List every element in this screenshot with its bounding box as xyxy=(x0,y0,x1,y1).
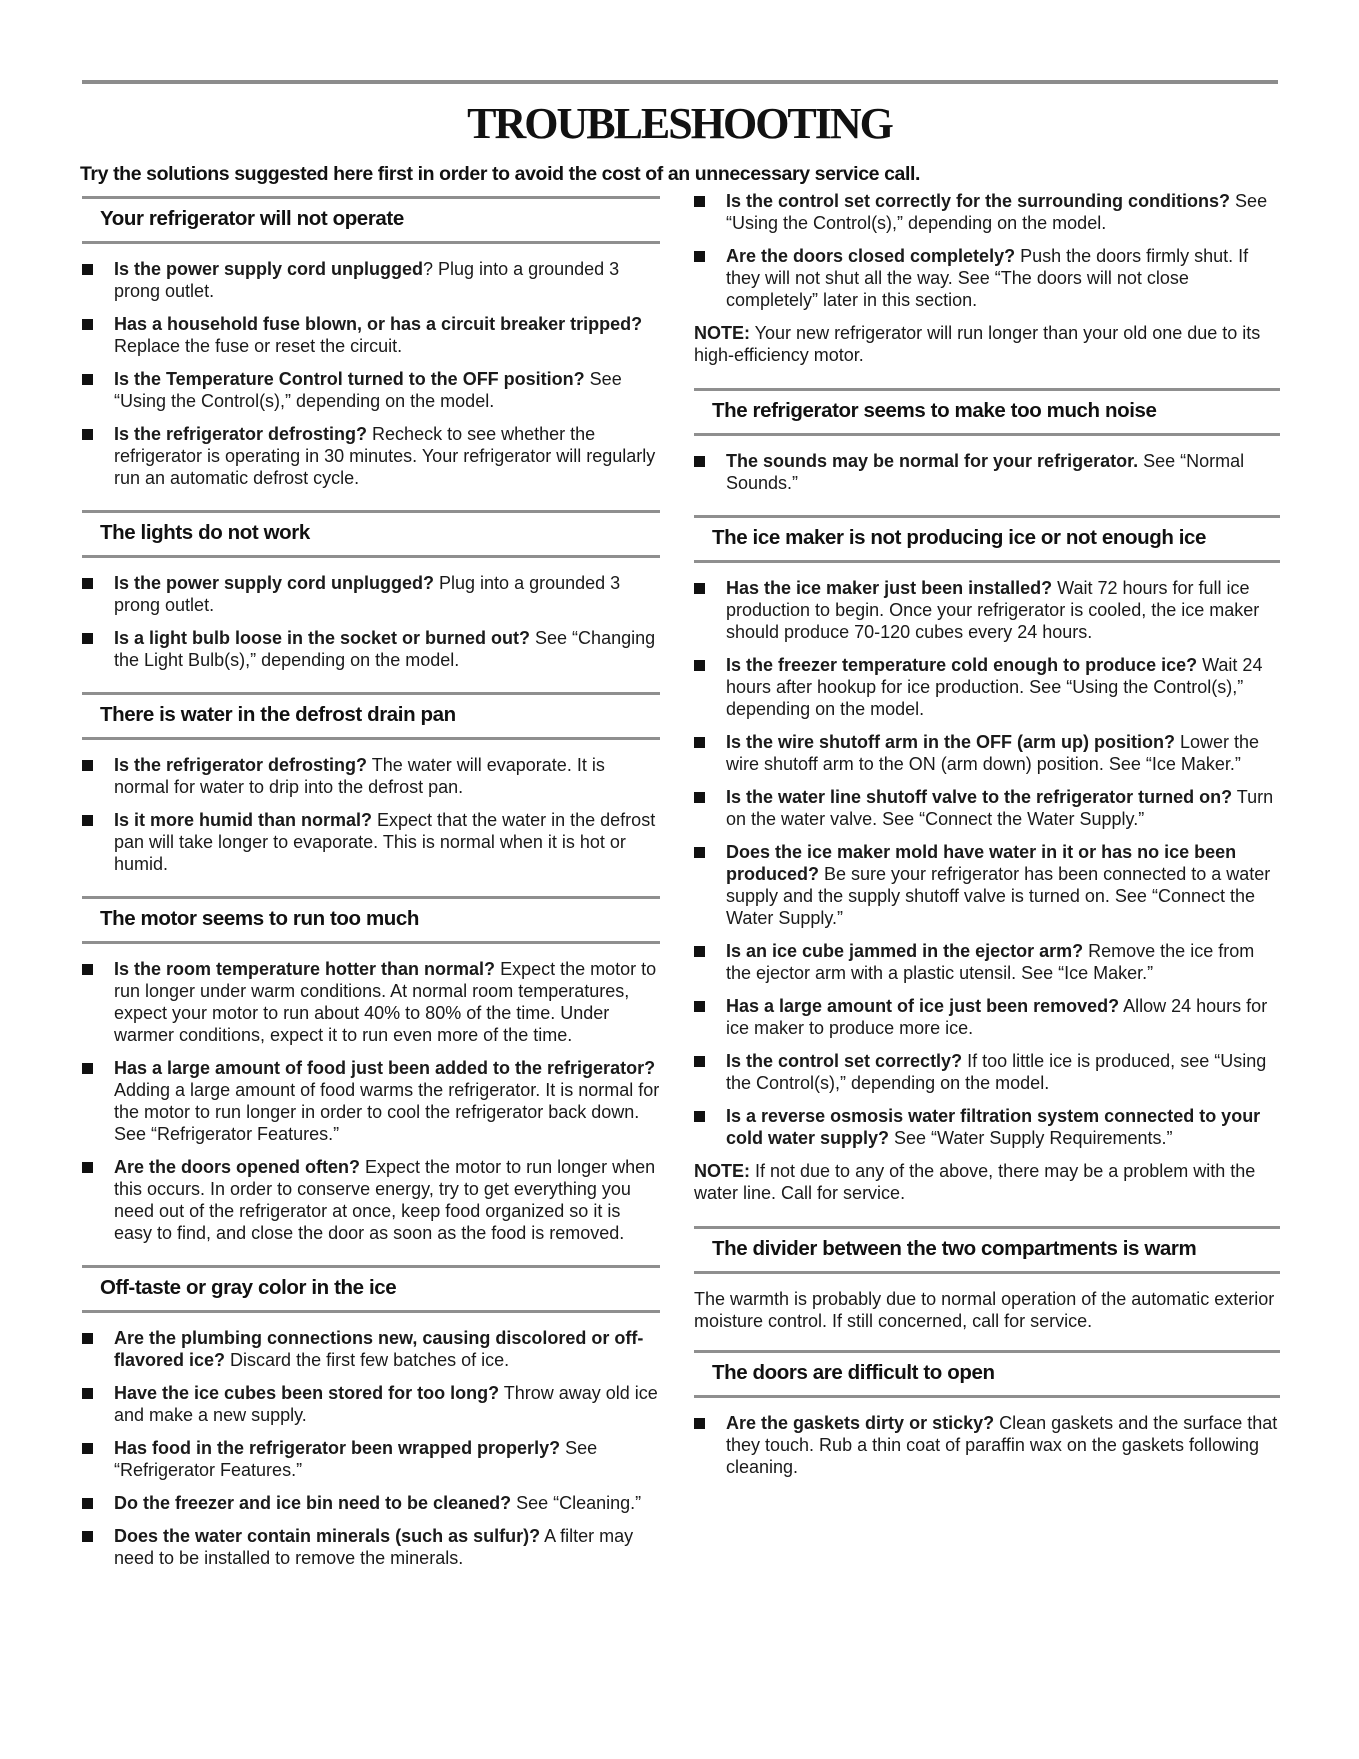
question: Is the power supply cord unplugged? xyxy=(114,573,435,593)
square-bullet-icon xyxy=(82,578,93,589)
question: Has food in the refrigerator been wrapped properly? xyxy=(114,1438,561,1458)
question: Do the freezer and ice bin need to be cleaned? xyxy=(114,1493,512,1513)
question: Are the plumbing connections new, causing discolored or off-flavored ice? xyxy=(114,1328,644,1370)
list-item xyxy=(694,450,1280,494)
answer: See “Using the Control(s),” depending on the model. xyxy=(726,191,1268,233)
section-title: The refrigerator seems to make too much noise xyxy=(712,399,1157,422)
answer: ? Plug into a grounded 3 prong outlet. xyxy=(114,259,620,301)
section-header xyxy=(694,505,1280,563)
square-bullet-icon xyxy=(694,1111,705,1122)
note-label: NOTE: xyxy=(694,323,750,343)
list-item xyxy=(82,809,660,875)
question: Is the water line shutoff valve to the refrigerator turned on? xyxy=(726,787,1233,807)
square-bullet-icon xyxy=(694,1001,705,1012)
question: Has a large amount of food just been added to the refrigerator? xyxy=(114,1058,656,1078)
square-bullet-icon xyxy=(82,1531,93,1542)
square-bullet-icon xyxy=(694,792,705,803)
item-list xyxy=(82,244,660,489)
list-item xyxy=(694,841,1280,929)
list-item xyxy=(82,958,660,1046)
answer: Plug into a grounded 3 prong outlet. xyxy=(114,573,621,615)
answer: If too little ice is produced, see “Using the Control(s),” depending on the model. xyxy=(726,1051,1267,1093)
section-title: The divider between the two compartments is warm xyxy=(712,1237,1197,1260)
item-list xyxy=(82,1313,660,1569)
item-list xyxy=(82,558,660,671)
section-title: The motor seems to run too much xyxy=(100,907,420,930)
list-item xyxy=(82,754,660,798)
square-bullet-icon xyxy=(82,429,93,440)
section-header xyxy=(694,378,1280,436)
left-column xyxy=(82,186,660,1580)
question: The sounds may be normal for your refrigerator. xyxy=(726,451,1139,471)
answer: See “Refrigerator Features.” xyxy=(114,1438,598,1480)
question: Is it more humid than normal? xyxy=(114,810,373,830)
question: Is the control set correctly for the surrounding conditions? xyxy=(726,191,1231,211)
list-item xyxy=(694,1050,1280,1094)
question: Is the wire shutoff arm in the OFF (arm up) position? xyxy=(726,732,1176,752)
list-item xyxy=(694,654,1280,720)
note-label: NOTE: xyxy=(694,1161,750,1181)
question: Is the freezer temperature cold enough to produce ice? xyxy=(726,655,1198,675)
section-title: The lights do not work xyxy=(100,521,310,544)
square-bullet-icon xyxy=(82,1388,93,1399)
list-item xyxy=(82,1437,660,1481)
list-item xyxy=(694,190,1280,234)
section-will-not-operate xyxy=(82,186,660,489)
section-header xyxy=(694,1216,1280,1274)
list-item xyxy=(694,731,1280,775)
question: Are the doors closed completely? xyxy=(726,246,1016,266)
right-column xyxy=(694,186,1280,1489)
square-bullet-icon xyxy=(694,583,705,594)
answer: Remove the ice from the ejector arm with a plastic utensil. See “Ice Maker.” xyxy=(726,941,1255,983)
list-item xyxy=(82,1327,660,1371)
square-bullet-icon xyxy=(82,1063,93,1074)
note-text: If not due to any of the above, there may be a problem with the water line. Call for service. xyxy=(694,1161,1256,1203)
square-bullet-icon xyxy=(694,251,705,262)
section-header xyxy=(82,186,660,244)
list-item xyxy=(82,423,660,489)
answer: See “Cleaning.” xyxy=(511,1493,642,1513)
answer: See “Normal Sounds.” xyxy=(726,451,1245,493)
item-list xyxy=(694,563,1280,1149)
list-item xyxy=(694,1105,1280,1149)
list-item xyxy=(694,1412,1280,1478)
answer: Expect that the water in the defrost pan will take longer to evaporate. This is normal when it is hot or humid. xyxy=(114,810,656,874)
section-title: There is water in the defrost drain pan xyxy=(100,703,456,726)
answer: Recheck to see whether the refrigerator is operating in 30 minutes. Your refrigerator will regularly run an automatic defrost cycle. xyxy=(114,424,656,488)
item-list xyxy=(82,944,660,1244)
question: Has a large amount of ice just been removed? xyxy=(726,996,1120,1016)
question: Is an ice cube jammed in the ejector arm? xyxy=(726,941,1084,961)
square-bullet-icon xyxy=(82,374,93,385)
square-bullet-icon xyxy=(694,946,705,957)
section-too-much-noise xyxy=(694,378,1280,494)
square-bullet-icon xyxy=(82,760,93,771)
list-item xyxy=(694,995,1280,1039)
answer: Clean gaskets and the surface that they touch. Rub a thin coat of paraffin wax on the gaskets following cleaning. xyxy=(726,1413,1278,1477)
list-item xyxy=(694,577,1280,643)
answer: Expect the motor to run longer under warm conditions. At normal room temperatures, expect your motor to run about 40% to 80% of the time. Under warmer conditions, expect it to run even more of the time. xyxy=(114,959,657,1045)
question: Does the water contain minerals (such as sulfur)? xyxy=(114,1526,541,1546)
answer: See “Water Supply Requirements.” xyxy=(889,1128,1173,1148)
answer: See “Using the Control(s),” depending on the model. xyxy=(114,369,622,411)
section-off-taste-ice xyxy=(82,1255,660,1569)
square-bullet-icon xyxy=(82,319,93,330)
answer: Expect the motor to run longer when this occurs. In order to conserve energy, try to get everything you need out of the refrigerator at once, keep food organized so it is easy to find, and close the door as soon as the food is removed. xyxy=(114,1157,656,1243)
top-rule xyxy=(82,80,1278,84)
note xyxy=(694,322,1280,366)
intro-text: Try the solutions suggested here first in order to avoid the cost of an unnecessary service call. xyxy=(80,163,921,185)
section-lights-do-not-work xyxy=(82,500,660,671)
square-bullet-icon xyxy=(82,964,93,975)
list-item xyxy=(694,245,1280,311)
question: Have the ice cubes been stored for too long? xyxy=(114,1383,500,1403)
square-bullet-icon xyxy=(82,1443,93,1454)
list-item xyxy=(82,1382,660,1426)
square-bullet-icon xyxy=(82,1498,93,1509)
question: Has a household fuse blown, or has a circuit breaker tripped? xyxy=(114,314,643,334)
square-bullet-icon xyxy=(82,1333,93,1344)
section-divider-warm xyxy=(694,1216,1280,1332)
answer: Discard the first few batches of ice. xyxy=(225,1350,510,1370)
answer: Throw away old ice and make a new supply. xyxy=(114,1383,658,1425)
question: Has the ice maker just been installed? xyxy=(726,578,1053,598)
list-item xyxy=(82,1057,660,1145)
answer: A filter may need to be installed to remove the minerals. xyxy=(114,1526,634,1568)
square-bullet-icon xyxy=(694,1418,705,1429)
question: Is the room temperature hotter than normal? xyxy=(114,959,496,979)
question: Are the doors opened often? xyxy=(114,1157,361,1177)
note xyxy=(694,1160,1280,1204)
question: Is the control set correctly? xyxy=(726,1051,963,1071)
question: Is the refrigerator defrosting? xyxy=(114,755,368,775)
answer: Allow 24 hours for ice maker to produce more ice. xyxy=(726,996,1268,1038)
question: Is the power supply cord unplugged xyxy=(114,259,424,279)
square-bullet-icon xyxy=(82,264,93,275)
answer: Adding a large amount of food warms the refrigerator. It is normal for the motor to run longer in order to cool the refrigerator back down. See “Refrigerator Features.” xyxy=(114,1080,660,1144)
square-bullet-icon xyxy=(694,456,705,467)
square-bullet-icon xyxy=(694,660,705,671)
list-item xyxy=(82,368,660,412)
list-item xyxy=(82,627,660,671)
section-title: The doors are difficult to open xyxy=(712,1361,995,1384)
question: Are the gaskets dirty or sticky? xyxy=(726,1413,995,1433)
answer: Push the doors firmly shut. If they will not shut all the way. See “The doors will not close completely” later in this section. xyxy=(726,246,1249,310)
question: Is the Temperature Control turned to the OFF position? xyxy=(114,369,585,389)
note-text: Your new refrigerator will run longer than your old one due to its high-efficiency motor. xyxy=(694,323,1261,365)
section-ice-maker xyxy=(694,505,1280,1204)
list-item xyxy=(694,786,1280,830)
question: Is a reverse osmosis water filtration system connected to your cold water supply? xyxy=(726,1106,1261,1148)
section-header xyxy=(82,1255,660,1313)
question: Is a light bulb loose in the socket or burned out? xyxy=(114,628,531,648)
list-item xyxy=(82,1492,660,1514)
question: Does the ice maker mold have water in it or has no ice been produced? xyxy=(726,842,1237,884)
item-list xyxy=(82,740,660,875)
list-item xyxy=(82,1525,660,1569)
answer: Wait 24 hours after hookup for ice production. See “Using the Control(s),” depending on the model. xyxy=(726,655,1263,719)
square-bullet-icon xyxy=(694,196,705,207)
square-bullet-icon xyxy=(82,1162,93,1173)
answer: Replace the fuse or reset the circuit. xyxy=(114,336,403,356)
answer: Wait 72 hours for full ice production to begin. Once your refrigerator is cooled, the ice maker should produce 70-120 cubes every 24 hours. xyxy=(726,578,1260,642)
section-doors-difficult xyxy=(694,1340,1280,1478)
answer: Lower the wire shutoff arm to the ON (arm down) position. See “Ice Maker.” xyxy=(726,732,1260,774)
section-header xyxy=(82,682,660,740)
square-bullet-icon xyxy=(82,815,93,826)
section-water-in-drain-pan xyxy=(82,682,660,875)
list-item xyxy=(82,1156,660,1244)
item-list xyxy=(694,1398,1280,1478)
list-item xyxy=(82,258,660,302)
page-title: TROUBLESHOOTING xyxy=(467,99,892,148)
item-list xyxy=(694,436,1280,494)
section-motor-runs-too-much xyxy=(82,886,660,1244)
list-item xyxy=(82,572,660,616)
list-item xyxy=(82,313,660,357)
section-title: Your refrigerator will not operate xyxy=(100,207,404,230)
section-header xyxy=(82,500,660,558)
answer: Turn on the water valve. See “Connect the Water Supply.” xyxy=(726,787,1274,829)
item-list xyxy=(694,186,1280,311)
section-paragraph: The warmth is probably due to normal operation of the automatic exterior moisture control. If still concerned, call for service. xyxy=(694,1289,1275,1331)
answer: See “Changing the Light Bulb(s),” depending on the model. xyxy=(114,628,656,670)
square-bullet-icon xyxy=(82,633,93,644)
square-bullet-icon xyxy=(694,737,705,748)
section-title: Off-taste or gray color in the ice xyxy=(100,1276,397,1299)
square-bullet-icon xyxy=(694,847,705,858)
section-header xyxy=(82,886,660,944)
section-title: The ice maker is not producing ice or not enough ice xyxy=(712,526,1207,549)
square-bullet-icon xyxy=(694,1056,705,1067)
answer: The water will evaporate. It is normal for water to drip into the defrost pan. xyxy=(114,755,605,797)
list-item xyxy=(694,940,1280,984)
question: Is the refrigerator defrosting? xyxy=(114,424,368,444)
answer: Be sure your refrigerator has been connected to a water supply and the supply shutoff valve is turned on. See “Connect the Water Supply.” xyxy=(726,864,1271,928)
section-header xyxy=(694,1340,1280,1398)
